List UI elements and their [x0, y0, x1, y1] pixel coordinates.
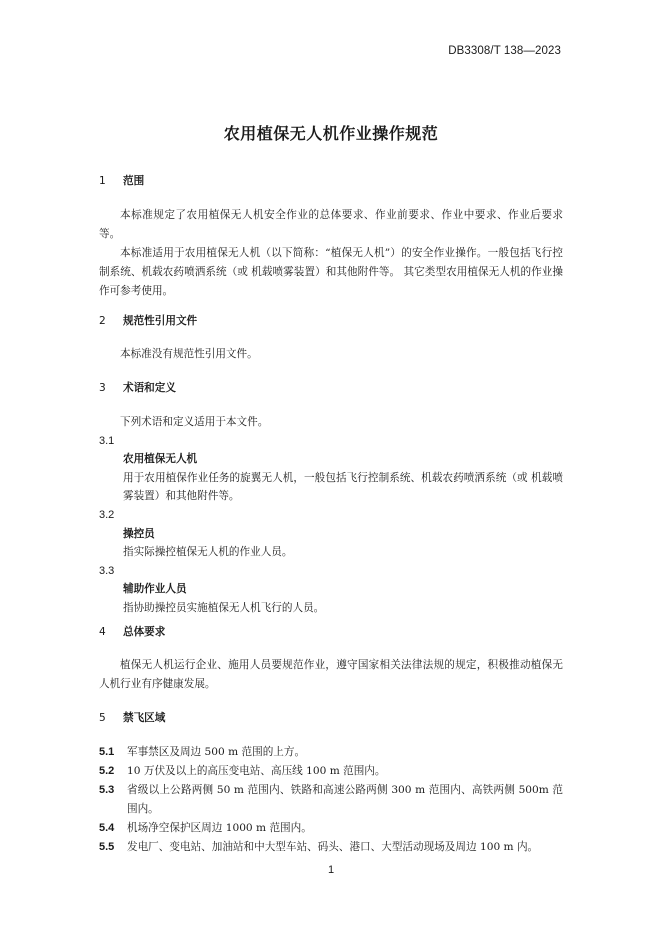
section-3 — [99, 379, 563, 398]
term-definition: 指实际操控植保无人机的作业人员。 — [123, 546, 293, 559]
section-heading: 2 规范性引用文件 — [99, 315, 198, 327]
term-number: 3.1 — [99, 434, 115, 447]
term-name: 辅助作业人员 — [123, 583, 187, 596]
section-heading: 3 术语和定义 — [99, 382, 176, 394]
list-item: 5.1 军事禁区及周边 500 m 范围的上方。 — [99, 746, 306, 758]
list-item: 5.3 省级以上公路两侧 50 m 范围内、铁路和高速公路两侧 300 m 范围内、高铁两侧 500m 范围内。 — [99, 784, 563, 815]
paragraph: 本标准没有规范性引用文件。 — [120, 348, 258, 360]
term-name: 操控员 — [123, 527, 155, 540]
page-number: 1 — [327, 864, 335, 876]
section-2 — [99, 312, 563, 331]
term-number: 3.2 — [99, 508, 115, 521]
document-code: DB3308/T 138—2023 — [448, 45, 561, 57]
section-3-body — [99, 413, 563, 618]
paragraph: 下列术语和定义适用于本文件。 — [120, 416, 269, 428]
list-item: 5.2 10 万伏及以上的高压变电站、高压线 100 m 范围内。 — [99, 765, 386, 777]
paragraph: 本标准规定了农用植保无人机安全作业的总体要求、作业前要求、作业中要求、作业后要求等。 — [99, 209, 563, 240]
list-item: 5.4 机场净空保护区周边 1000 m 范围内。 — [99, 822, 312, 834]
paragraph: 植保无人机运行企业、施用人员要规范作业，遵守国家相关法律法规的规定，积极推动植保无人机行业有序健康发展。 — [99, 659, 563, 690]
section-heading: 4 总体要求 — [99, 626, 166, 638]
paragraph: 本标准适用于农用植保无人机（以下简称：“植保无人机”）的安全作业操作。一般包括飞行控制系统、机载农药喷洒系统（或 机载喷雾装置）和其他附件等。 其它类型农用植保无人机的作业操作可参考使用。 — [99, 247, 563, 297]
section-4 — [99, 623, 563, 642]
section-heading: 1 范围 — [99, 175, 145, 187]
section-heading: 5 禁飞区域 — [99, 712, 166, 724]
list-item: 5.5 发电厂、变电站、加油站和中大型车站、码头、港口、大型活动现场及周边 100 m 内。 — [99, 841, 539, 853]
section-4-body — [99, 656, 563, 694]
section-1 — [99, 172, 563, 191]
term-definition: 用于农用植保作业任务的旋翼无人机，一般包括飞行控制系统、机载农药喷洒系统（或 机载喷雾装置）和其他附件等。 — [123, 471, 563, 503]
section-5-body — [99, 743, 563, 857]
term-number: 3.3 — [99, 564, 115, 577]
term-name: 农用植保无人机 — [123, 453, 198, 466]
section-1-body — [99, 206, 563, 301]
page-title: 农用植保无人机作业操作规范 — [223, 124, 439, 143]
section-2-body — [99, 345, 563, 364]
term-definition: 指协助操控员实施植保无人机飞行的人员。 — [123, 601, 325, 614]
section-5 — [99, 709, 563, 728]
